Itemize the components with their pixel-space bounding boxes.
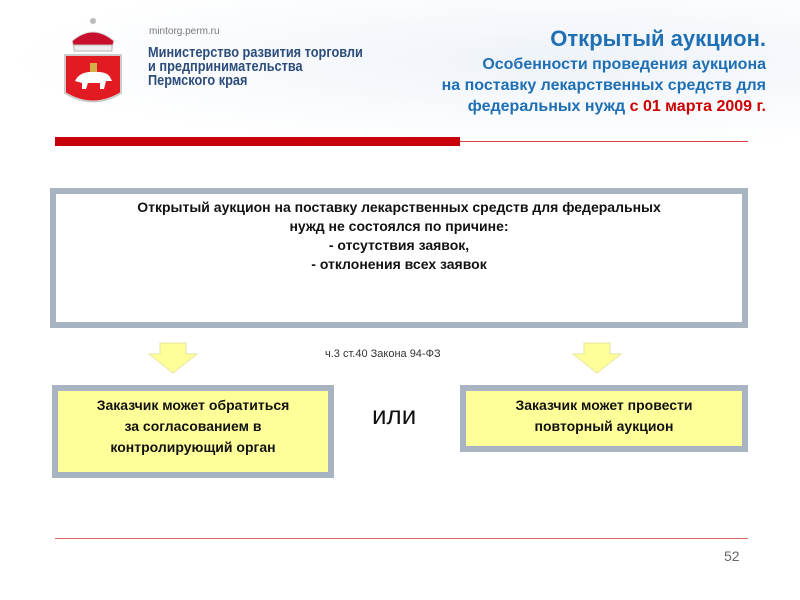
subtitle-line xyxy=(442,96,766,117)
header-red-bar xyxy=(55,137,460,146)
down-arrow-icon xyxy=(572,342,622,374)
header-divider xyxy=(460,141,748,142)
statement-line: - отклонения всех заявок xyxy=(311,256,487,272)
statement-line: нужд не состоялся по причине: xyxy=(289,218,509,234)
perm-coat-of-arms-logo xyxy=(60,15,126,105)
or-label: или xyxy=(372,400,417,430)
statement-line: Открытый аукцион на поставку лекарственных средств для федеральных xyxy=(137,199,661,215)
footer-divider xyxy=(55,538,748,539)
page-number: 52 xyxy=(724,548,740,564)
option-approval-box xyxy=(52,385,334,478)
option-line: Заказчик может провести xyxy=(515,397,693,413)
ministry-name xyxy=(148,46,363,88)
subtitle-text: федеральных нужд xyxy=(467,98,630,115)
slide-title xyxy=(442,24,766,117)
option-line: повторный аукцион xyxy=(534,418,674,434)
statement-line: - отсутствия заявок, xyxy=(328,237,470,253)
down-arrow-icon xyxy=(148,342,198,374)
title-main: Открытый аукцион. xyxy=(550,26,766,51)
option-line: Заказчик может обратиться xyxy=(96,397,290,413)
ministry-line: Пермского края xyxy=(148,72,248,89)
subtitle-date: с 01 марта 2009 г. xyxy=(629,98,766,115)
ministry-line: и предпринимательства xyxy=(148,58,303,75)
law-reference: ч.3 ст.40 Закона 94-ФЗ xyxy=(325,348,441,360)
subtitle-line: Особенности проведения аукциона xyxy=(482,56,766,73)
option-repeat-auction-box xyxy=(460,385,748,452)
option-line: контролирующий орган xyxy=(110,439,276,455)
main-statement-box xyxy=(50,188,748,328)
subtitle-line: на поставку лекарственных средств для xyxy=(441,77,766,94)
website-url: mintorg.perm.ru xyxy=(149,26,220,37)
option-line: за согласованием в xyxy=(124,418,262,434)
ministry-line: Министерство развития торговли xyxy=(148,44,363,61)
